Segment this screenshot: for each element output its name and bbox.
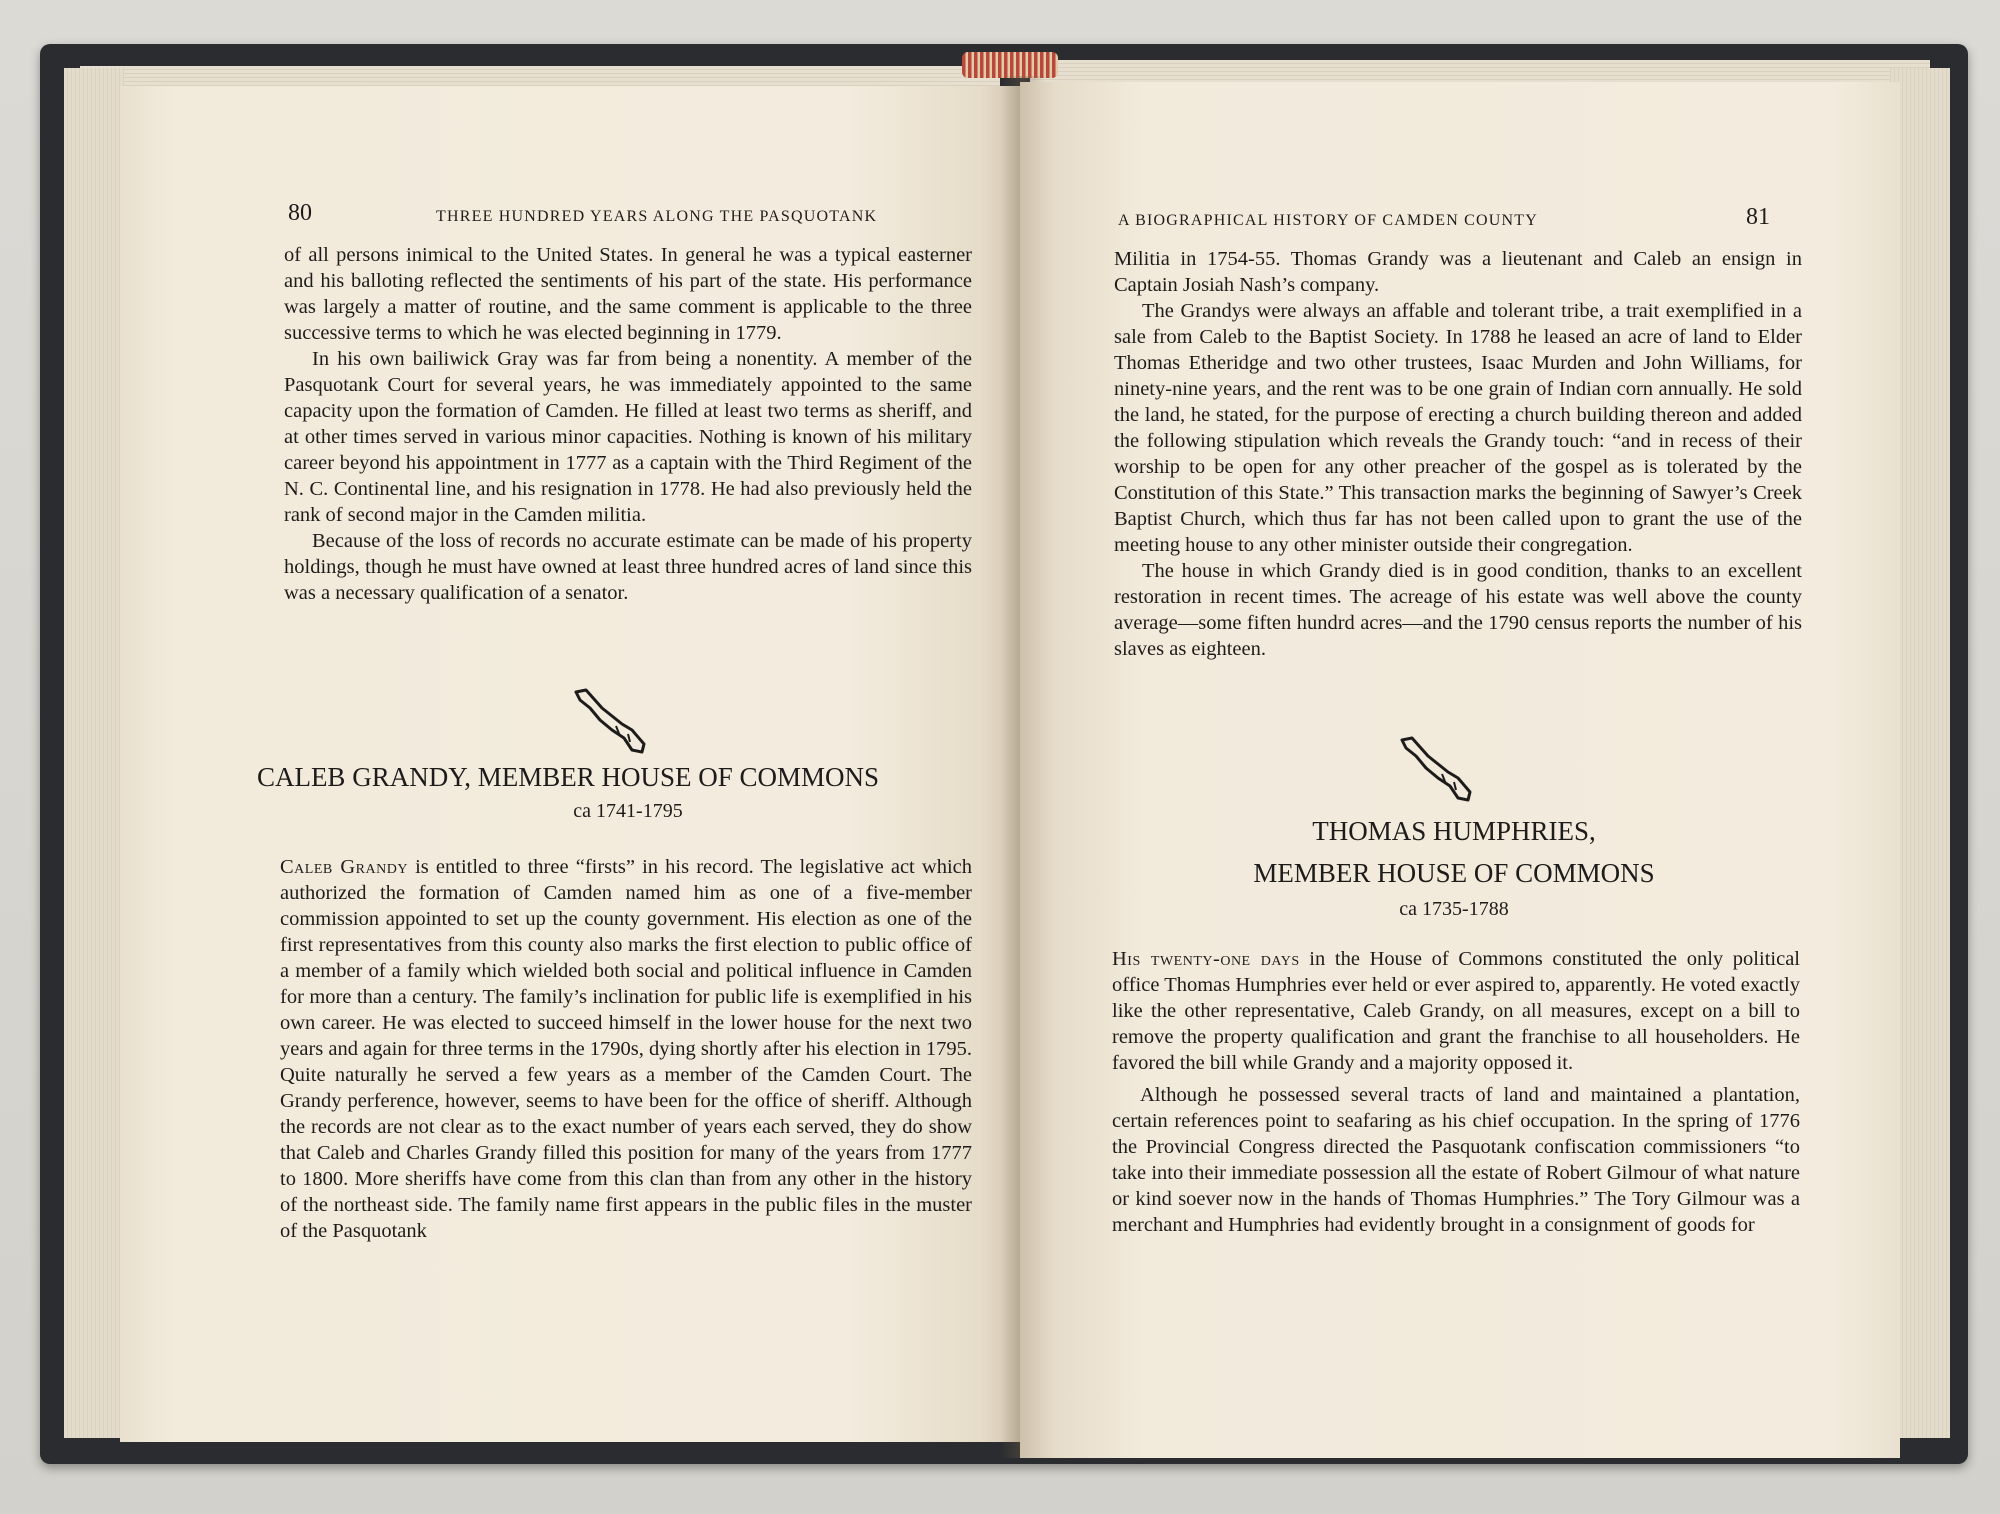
section-title: CALEB GRANDY, MEMBER HOUSE OF COMMONS bbox=[256, 762, 880, 792]
camden-county-outline-icon bbox=[1398, 734, 1478, 804]
lead-paragraph bbox=[280, 854, 972, 1244]
body-text-top bbox=[1114, 246, 1802, 662]
body-text-bottom bbox=[1112, 946, 1800, 1238]
paragraph: of all persons inimical to the United States. In general he was a typical easterner and his balloting reflected the sentiments of his part of the state. His performance was largely a matter of routine, and the same comment is applicable to the three successive terms to which he was elected beginning in 1779. bbox=[284, 244, 972, 344]
paragraph: Because of the loss of records no accurate estimate can be made of his property holdings, though he must have owned at least three hundred acres of land since this was a necessary qualification of a senator. bbox=[284, 530, 972, 604]
running-head: A BIOGRAPHICAL HISTORY OF CAMDEN COUNTY bbox=[1118, 212, 1539, 229]
page-number: 81 bbox=[1746, 204, 1770, 230]
lead-in: His twenty-one days bbox=[1112, 948, 1300, 970]
section-dates: ca 1741-1795 bbox=[573, 800, 683, 822]
section-title-line2: MEMBER HOUSE OF COMMONS bbox=[1253, 858, 1655, 888]
body-text-top bbox=[284, 242, 972, 606]
body-text-bottom bbox=[280, 854, 972, 1244]
right-page bbox=[1020, 82, 1900, 1458]
section-title-line1: THOMAS HUMPHRIES, bbox=[1312, 816, 1596, 846]
camden-county-outline-icon bbox=[572, 686, 652, 756]
lead-paragraph-text: is entitled to three “firsts” in his record. The legislative act which authorized the formation of Camden named him as one of a five-member commission appointed to set up the county government. His election as one of the first representatives from this county also marks the first election to public office of a member of a family which wielded both social and political influence in Camden for more than a century. The family’s inclination for public life is exemplified in his own career. He was elected to succeed himself in the lower house for the next two years and again for three terms in the 1790s, dying shortly after his election in 1795. Quite naturally he served a few years as a member of the Camden Court. The Grandy perference, however, seems to have been for the office of sheriff. Although the records are not clear as to the exact number of years each served, they do show that Caleb and Charles Grandy filled this position for many of the years from 1777 to 1800. More sheriffs have come from this clan than from any other in the history of the northeast side. The family name first appears in the public files in the muster of the Pasquotank bbox=[280, 856, 972, 1242]
page-edges-left bbox=[64, 68, 124, 1438]
paragraph: The house in which Grandy died is in good condition, thanks to an excellent restoration in recent times. The acreage of his estate was well above the county average—some fiften hundrd acres—and the 1790 census reports the number of his slaves as eighteen. bbox=[1114, 560, 1802, 660]
paragraph: Although he possessed several tracts of land and maintained a plantation, certain references point to seafaring as his chief occupation. In the spring of 1776 the Provincial Congress directed the Pasquotank confiscation commissioners “to take into their immediate possession all the estate of Robert Gilmour of what nature or kind soever now in the hands of Thomas Humphries.” The Tory Gilmour was a merchant and Humphries had evidently brought in a consignment of goods for bbox=[1112, 1084, 1800, 1236]
lead-paragraph bbox=[1112, 946, 1800, 1076]
page-number: 80 bbox=[288, 200, 312, 226]
headband bbox=[962, 52, 1058, 78]
paragraph: Militia in 1754-55. Thomas Grandy was a lieutenant and Caleb an ensign in Captain Josiah Nash’s company. bbox=[1114, 248, 1802, 296]
lead-paragraph-text: in the House of Commons constituted the only political office Thomas Humphries ever held or ever aspired to, apparently. He voted exactly like the other representative, Caleb Grandy, on all measures, except on a bill to remove the property qualification and grant the franchise to all householders. He favored the bill while Grandy and a majority opposed it. bbox=[1112, 948, 1800, 1074]
left-page bbox=[120, 86, 1025, 1442]
paragraph: In his own bailiwick Gray was far from being a nonentity. A member of the Pasquotank Court for several years, he was immediately appointed to the same capacity upon the formation of Camden. He filled at least two terms as sheriff, and at other times served in various minor capacities. Nothing is known of his military career beyond his appointment in 1777 as a captain with the Third Regiment of the N. C. Continental line, and his resignation in 1778. He had also previously held the rank of second major in the Camden militia. bbox=[284, 348, 972, 526]
running-head: THREE HUNDRED YEARS ALONG THE PASQUOTANK bbox=[436, 208, 878, 225]
paragraph: The Grandys were always an affable and tolerant tribe, a trait exemplified in a sale from Caleb to the Baptist Society. In 1788 he leased an acre of land to Elder Thomas Etheridge and two other trustees, Isaac Murden and John Williams, for ninety-nine years, and the rent was to be one grain of Indian corn annually. He sold the land, he stated, for the purpose of erecting a church building thereon and added the following stipulation which reveals the Grandy touch: “and in recess of their worship to be open for any other preacher of the gospel as is tolerated by the Constitution of this State.” This transaction marks the beginning of Sawyer’s Creek Baptist Church, which thus far has not been called upon to grant the use of the meeting house to any other minister outside their congregation. bbox=[1114, 300, 1802, 556]
lead-in: Caleb Grandy bbox=[280, 856, 408, 878]
section-dates: ca 1735-1788 bbox=[1399, 898, 1509, 920]
